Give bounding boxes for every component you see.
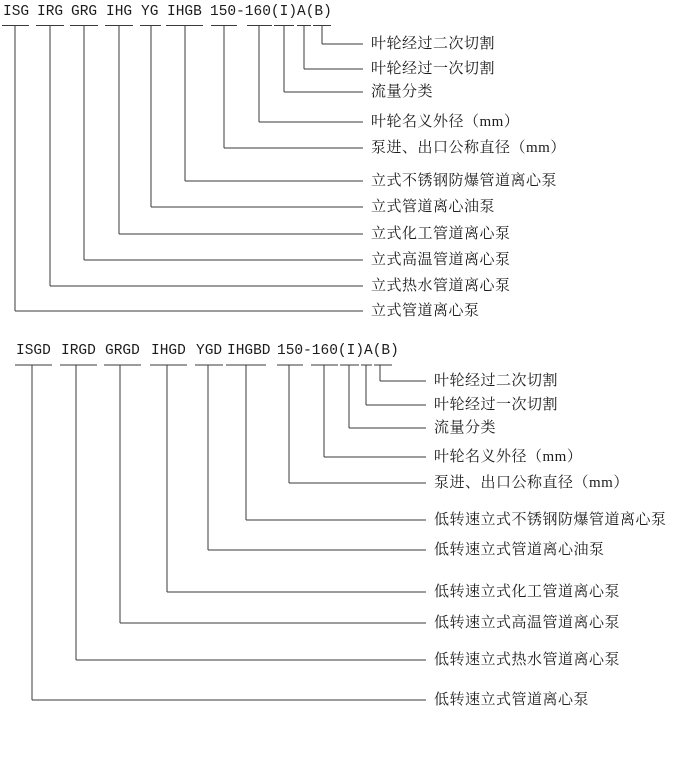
bottom-code-ihgd: IHGD — [151, 343, 186, 359]
bottom-label-lowspeed-chemical-pump: 低转速立式化工管道离心泵 — [434, 584, 621, 600]
top-label-impeller-second-cut: 叶轮经过二次切割 — [371, 36, 496, 52]
top-label-impeller-nominal-od: 叶轮名义外径（mm） — [371, 114, 520, 130]
top-label-oil-pump: 立式管道离心油泵 — [371, 199, 496, 215]
bottom-code-irgd: IRGD — [61, 343, 96, 359]
bottom-label-flow-classification: 流量分类 — [434, 420, 497, 436]
bottom-label-inlet-outlet-diameter: 泵进、出口公称直径（mm） — [434, 475, 629, 491]
bottom-label-lowspeed-oil-pump: 低转速立式管道离心油泵 — [434, 542, 605, 558]
top-label-flow-classification: 流量分类 — [371, 84, 434, 100]
top-code-isg: ISG — [3, 4, 30, 20]
top-code-yg: YG — [141, 4, 159, 20]
top-code-ihgb: IHGB — [167, 4, 202, 20]
top-connectors — [2, 26, 363, 312]
bottom-code-grgd: GRGD — [105, 343, 140, 359]
top-code-irg: IRG — [37, 4, 64, 20]
bottom-label-impeller-first-cut: 叶轮经过一次切割 — [434, 397, 559, 413]
bottom-connectors — [15, 365, 426, 700]
top-label-stainless-explosionproof-pump: 立式不锈钢防爆管道离心泵 — [371, 173, 558, 189]
top-label-chemical-pump: 立式化工管道离心泵 — [371, 226, 511, 242]
bottom-code-isgd: ISGD — [16, 343, 51, 359]
bottom-label-lowspeed-high-temp-pump: 低转速立式高温管道离心泵 — [434, 615, 621, 631]
bottom-label-impeller-nominal-od: 叶轮名义外径（mm） — [434, 449, 583, 465]
bottom-label-impeller-second-cut: 叶轮经过二次切割 — [434, 373, 559, 389]
top-code-size-suffix: 150-160(I)A(B) — [210, 4, 332, 20]
top-label-impeller-first-cut: 叶轮经过一次切割 — [371, 61, 496, 77]
bottom-code-ygd: YGD — [196, 343, 223, 359]
bottom-code-ihgbd: IHGBD — [227, 343, 271, 359]
top-label-high-temp-pump: 立式高温管道离心泵 — [371, 252, 511, 268]
top-code-ihg: IHG — [106, 4, 133, 20]
bottom-label-lowspeed-stainless-explosionproof-pump: 低转速立式不锈钢防爆管道离心泵 — [434, 512, 667, 528]
bottom-label-lowspeed-pipeline-pump: 低转速立式管道离心泵 — [434, 692, 590, 708]
top-label-inlet-outlet-diameter: 泵进、出口公称直径（mm） — [371, 140, 566, 156]
top-label-pipeline-pump: 立式管道离心泵 — [371, 303, 480, 319]
bottom-label-lowspeed-hot-water-pump: 低转速立式热水管道离心泵 — [434, 652, 621, 668]
bottom-code-size-suffix: 150-160(I)A(B) — [277, 343, 399, 359]
top-label-hot-water-pump: 立式热水管道离心泵 — [371, 278, 511, 294]
top-code-grg: GRG — [71, 4, 98, 20]
